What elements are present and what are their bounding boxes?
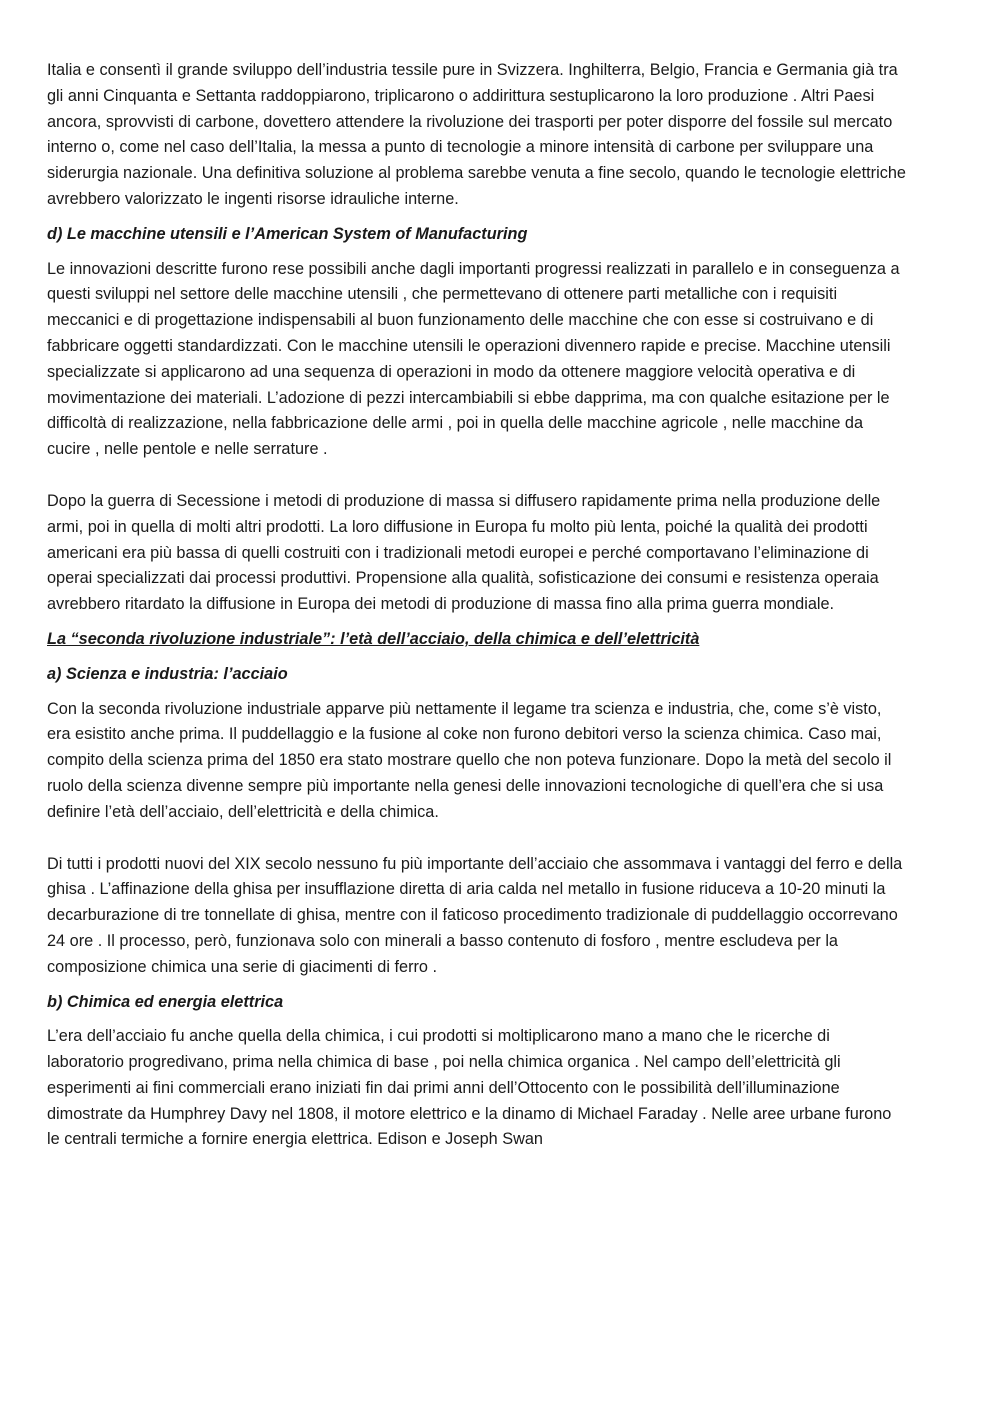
heading-machine-tools: d) Le macchine utensili e l’American System of Manufacturing — [47, 224, 528, 243]
paragraph-textile-coal: Italia e consentì il grande sviluppo dell’industria tessile pure in Svizzera. Inghilterra, Belgio, Francia e Germania già tra gli anni Cinquanta e Settanta raddoppiarono, triplicarono o addirittura sestuplicarono la loro produzione . Altri Paesi ancora, sprovvisti di carbone, dovettero attendere la rivoluzione dei trasporti per poter disporre del fossile sul mercato interno o, come nel caso dell’Italia, la messa a punto di tecnologie a minore intensità di carbone per sviluppare una siderurgia nazionale. Una definitiva soluzione al problema sarebbe venuta a fine secolo, quando le tecnologie elettriche avrebbero valorizzato le ingenti risorse idrauliche interne. — [47, 61, 906, 208]
heading-chemistry-electricity: b) Chimica ed energia elettrica — [47, 992, 284, 1011]
paragraph-science-industry: Con la seconda rivoluzione industriale apparve più nettamente il legame tra scienza e industria, che, come s’è visto, era esistito anche prima. Il puddellaggio e la fusione al coke non furono debitori verso la scienza chimica. Caso mai, compito della scienza prima del 1850 era stato mostrare quello che non poteva funzionare. Dopo la metà del secolo il ruolo della scienza divenne sempre più importante nella genesi delle innovazioni tecnologiche di quell’era che si usa definire l’età dell’acciaio, dell’elettricità e della chimica. — [47, 699, 892, 821]
document-page — [47, 58, 907, 1153]
paragraph-mass-production: Dopo la guerra di Secessione i metodi di produzione di massa si diffusero rapidamente prima nella produzione delle armi, poi in quella di molti altri prodotti. La loro diffusione in Europa fu molto più lenta, poiché la qualità dei prodotti americani era più bassa di quelli costruiti con i tradizionali metodi europei e perché comportavano l’eliminazione di operai specializzati dai processi produttivi. Propensione alla qualità, sofisticazione dei consumi e resistenza operaia avrebbero ritardato la diffusione in Europa dei metodi di produzione di massa fino alla prima guerra mondiale. — [47, 491, 881, 614]
paragraph-machine-tools: Le innovazioni descritte furono rese possibili anche dagli importanti progressi realizzati in parallelo e in conseguenza a questi sviluppi nel settore delle macchine utensili , che permettevano di ottenere parti metalliche con i requisiti meccanici e di progettazione indispensabili al buon funzionamento delle macchine che con esse si costruivano e di fabbricare oggetti standardizzati. Con le macchine utensili le operazioni divennero rapide e precise. Macchine utensili specializzate si applicarono ad una sequenza di operazioni in modo da ottenere maggiore velocità operativa e di movimentazione dei materiali. L’adozione di pezzi intercambiabili si ebbe dapprima, ma con qualche esitazione per le difficoltà di realizzazione, nella fabbricazione delle armi , poi in quella delle macchine agricole , nelle macchine da cucire , nelle pentole e nelle serrature . — [47, 259, 900, 459]
section-heading-second-revolution: La “seconda rivoluzione industriale”: l’età dell’acciaio, della chimica e dell’elettricità — [47, 629, 700, 648]
paragraph-steel: Di tutti i prodotti nuovi del XIX secolo nessuno fu più importante dell’acciaio che assommava i vantaggi del ferro e della ghisa . L’affinazione della ghisa per insufflazione diretta di aria calda nel metallo in fusione riduceva a 10-20 minuti la decarburazione di tre tonnellate di ghisa, mentre con il faticoso procedimento tradizionale di puddellaggio occorrevano 24 ore . Il processo, però, funzionava solo con minerali a basso contenuto di fosforo , mentre escludeva per la composizione chimica una serie di giacimenti di ferro . — [47, 854, 903, 976]
paragraph-chemistry-electricity: L’era dell’acciaio fu anche quella della chimica, i cui prodotti si moltiplicarono mano a mano che le ricerche di laboratorio progredivano, prima nella chimica di base , poi nella chimica organica . Nel campo dell’elettricità gli esperimenti ai fini commerciali erano iniziati fin dai primi anni dell’Ottocento con le possibilità dell’illuminazione dimostrate da Humphrey Davy nel 1808, il motore elettrico e la dinamo di Michael Faraday . Nelle aree urbane furono le centrali termiche a fornire energia elettrica. Edison e Joseph Swan — [47, 1027, 892, 1149]
heading-science-steel: a) Scienza e industria: l’acciaio — [47, 664, 288, 683]
